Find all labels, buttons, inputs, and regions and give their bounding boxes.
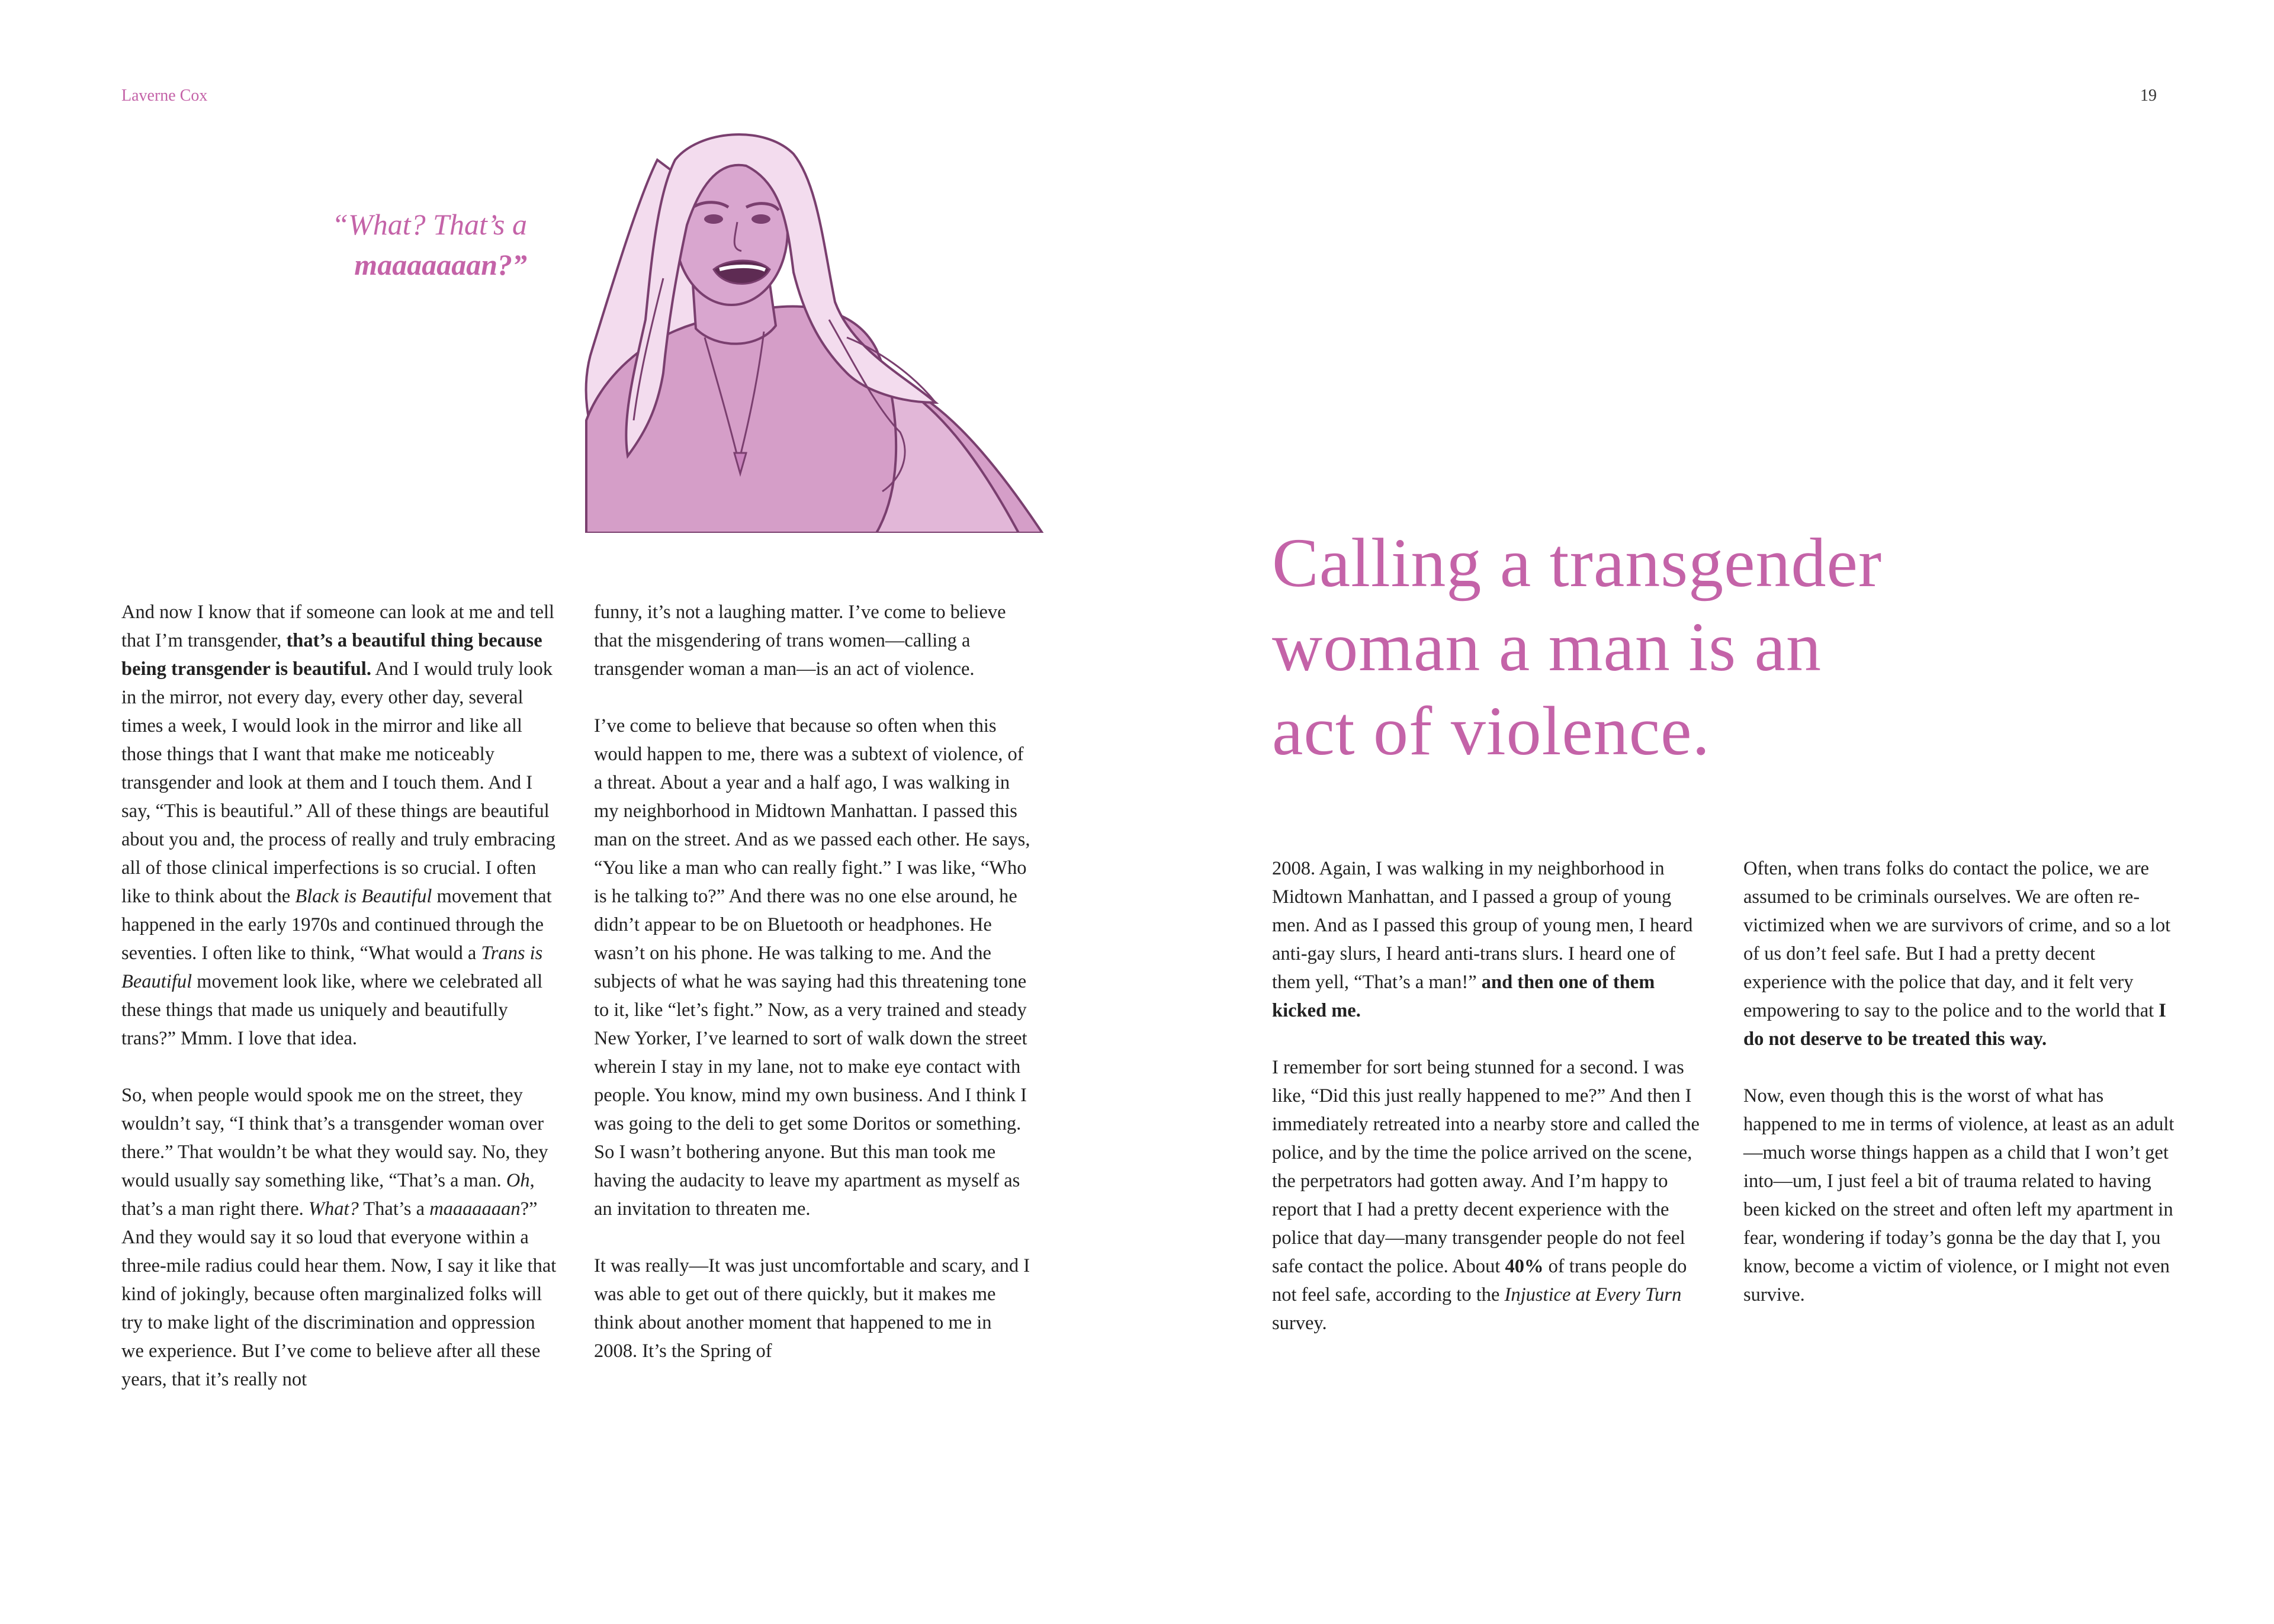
body-column-4 [1743,854,2182,1309]
portrait-illustration [568,124,1054,533]
headline-line1: Calling a transgender [1272,524,1883,602]
paragraph: So, when people would spook me on the street, they wouldn’t say, “I think that’s a transgender woman over there.” That wouldn’t be what they would say. No, they would usually say something like, “That’s a man. Oh, that’s a man right there. What? That’s a maaaaaaan?” And they would say it so loud that everyone within a three-mile radius could hear them. Now, I say it like that kind of jokingly, because often marginalized folks will try to make light of the discrimination and oppression we experience. But I’ve come to believe after all these years, that it’s really not [121,1085,557,1390]
headline-line2: woman a man is an [1272,608,1822,686]
pull-quote-line1: “What? That’s a [332,208,527,241]
paragraph: I remember for sort being stunned for a second. I was like, “Did this just really happened to me?” And then I immediately retreated into a nearby store and called the police, and by the time the police arrived on the scene, the perpetrators had gotten away. And I’m happy to report that I had a pretty decent experience with the police that day—many transgender people do not feel safe contact the police. About 40% of trans people do not feel safe, according to the Injustice at Every Turn survey. [1272,1057,1700,1334]
pull-quote-line2: maaaaaaan?” [354,248,527,281]
body-column-3 [1272,854,1710,1337]
headline [1272,521,2160,773]
paragraph: Often, when trans folks do contact the police, we are assumed to be criminals ourselves. We are often re-victimized when we are survivors of crime, and so a lot of us don’t feel safe. But I had a pretty decent experience with the police that day, and it felt very empowering to say to the police and to the world that I do not deserve to be treated this way. [1743,858,2171,1050]
paragraph: And now I know that if someone can look at me and tell that I’m transgender, that’s a beautiful thing because being transgender is beautiful. And I would truly look in the mirror, not every day, every other day, several times a week, I would look in the mirror and like all those things that I want that make me noticeably transgender and look at them and I touch them. And I say, “This is beautiful.” All of these things are beautiful about you and, the process of really and truly embracing all of those clinical imperfections is so crucial. I often like to think about the Black is Beautiful movement that happened in the early 1970s and continued through the seventies. I often like to think, “What would a Trans is Beautiful movement look like, where we celebrated all these things that made us uniquely and beautifully trans?” Mmm. I love that idea. [121,602,555,1049]
headline-line3: act of violence. [1272,692,1711,770]
running-head: Laverne Cox [121,86,208,105]
paragraph: funny, it’s not a laughing matter. I’ve come to believe that the misgendering of trans women—calling a transgender woman a man—is an act of violence. [594,602,1006,680]
paragraph: Now, even though this is the worst of what has happened to me in terms of violence, at least as an adult—much worse things happen as a child that I won’t get into—um, I just feel a bit of trauma related to having been kicked on the street and often left my apartment in fear, wondering if today’s gonna be the day that I, you know, become a victim of violence, or I might not even survive. [1743,1085,2175,1305]
pull-quote [261,204,527,285]
paragraph: It was really—It was just uncomfortable and scary, and I was able to get out of there quickly, but it makes me think about another moment that happened to me in 2008. It’s the Spring of [594,1255,1030,1362]
body-column-2 [594,598,1032,1365]
paragraph: 2008. Again, I was walking in my neighborhood in Midtown Manhattan, and I passed a group of young men. And as I passed this group of young men, I heard anti-gay slurs, I heard anti-trans slurs. I heard one of them yell, “That’s a man!” and then one of them kicked me. [1272,858,1693,1021]
body-column-1 [121,598,560,1394]
paragraph: I’ve come to believe that because so often when this would happen to me, there was a subtext of violence, of a threat. About a year and a half ago, I was walking in my neighborhood in Midtown Manhattan. I passed this man on the street. And as we passed each other. He says, “You like a man who can really fight.” I was like, “Who is he talking to?” And there was no one else around, he didn’t appear to be on Bluetooth or headphones. He wasn’t on his phone. He was talking to me. And the subjects of what he was saying had this threatening tone to it, like “let’s fight.” Now, as a very trained and steady New Yorker, I’ve learned to sort of walk down the street wherein I stay in my lane, not to make eye contact with people. You know, mind my own business. And I think I was going to the deli to get some Doritos or something. So I wasn’t bothering anyone. But this man took me having the audacity to leave my apartment as myself as an invitation to threaten me. [594,715,1030,1220]
page-number: 19 [2140,86,2157,105]
